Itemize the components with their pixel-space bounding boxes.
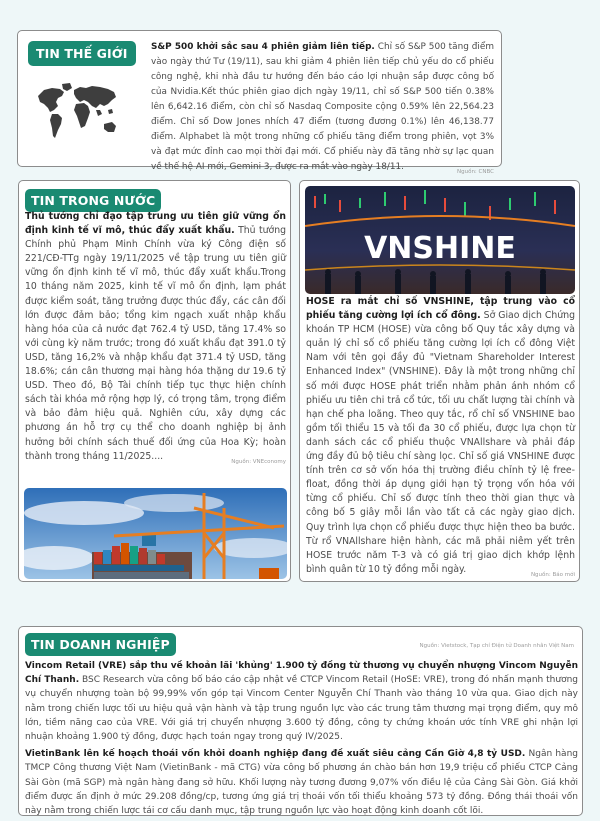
domestic-news-body: Thủ tướng Chính phủ Phạm Minh Chính vừa ký Công điện số 221/CĐ-TTg ngày 19/11/2025 về tập trung ưu tiên giữ vững ổn định kinh tế vĩ mô, thúc đẩy xuất khẩu.Trong 10 tháng năm 2025, kinh tế vĩ mô ổn định, lạm phát được kiểm soát, tăng trưởng được thúc đẩy, các cân đối lớn được đảm bảo; tổng kim ngạch xuất nhập khẩu hàng hóa của cả nước đạt 762.4 tỷ USD, tăng 17.4% so với cùng kỳ năm trước; trong đó xuất khẩu đạt 391.0 tỷ USD, tăng 16,2% và nhập khẩu đạt 371.4 tỷ USD, tăng 18.6%; cán cân thương mại hàng hóa thặng dư 19.6 tỷ USD. Theo đó, Bộ Tài chính tiếp tục thực hiện chính sách tài khóa mở rộng hợp lý, có trọng tâm, trọng điểm và bảo đảm hiệu quả. Nghiên cứu, xây dựng các phương án hỗ trợ cụ thể cho doanh nghiệp bị ảnh hưởng bởi chính sách thuế đối ứng của Hoa Kỳ; hoàn thành trong tháng 11/2025.... bbox=[25, 225, 286, 462]
domestic-news-text bbox=[25, 210, 286, 469]
world-news-left bbox=[28, 41, 128, 156]
business-news-headline: Vincom Retail (VRE) sắp thu về khoản lãi 'khủng' 1.900 tỷ đồng từ thương vụ chuyển nhượng Vincom Nguyễn Chí Thanh. bbox=[25, 661, 578, 686]
port-photo bbox=[24, 488, 287, 579]
business-news-item bbox=[25, 659, 578, 744]
vnshine-news-card bbox=[299, 180, 580, 582]
business-news-body: Ngân hàng TMCP Công thương Việt Nam (VietinBank - mã CTG) vừa công bố phương án chào bán hơn 19,9 triệu cổ phiếu CTCP Cảng Sài Gòn (mã SGP) mà ngân hàng đang sở hữu. Khối lượng này tương đương 9,07% vốn điều lệ của Cảng Sài Gòn. Giá khởi điểm được ấn định ở mức 29.208 đồng/cp, tương ứng giá trị thoái vốn tối thiểu khoảng 573 tỷ đồng. Đồng thái thoái vốn này nằm trong chiến lược tái cơ cấu danh mục, tập trung nguồn lực vào hoạt động kinh doanh cốt lõi. bbox=[25, 749, 578, 817]
section-tag-domestic: TIN TRONG NƯỚC bbox=[25, 189, 161, 212]
section-tag-world: TIN THẾ GIỚI bbox=[28, 41, 136, 66]
vnshine-banner-image bbox=[305, 186, 575, 294]
business-news-source: Nguồn: Vietstock, Tạp chí Điện tử Doanh nhân Việt Nam bbox=[419, 643, 574, 649]
world-news-source: Nguồn: CNBC bbox=[456, 169, 494, 175]
world-news-body: Chỉ số S&P 500 tăng điểm vào ngày thứ Tư (19/11), sau khi giảm 4 phiên liên tiếp chủ yếu do cổ phiếu công nghệ, khi nhà đầu tư hướng đến báo cáo lợi nhuận sắp được công bố của Nvidia.Kết thúc phiên giao dịch ngày 19/11, chỉ số S&P 500 tiến 0.38% lên 6,642.16 điểm, còn chỉ số Nasdaq Composite cộng 0.59% lên 22,564.23 điểm. Chỉ số Dow Jones nhích 47 điểm (tương đương 0.1%) lên 46,138.77 điểm. Alphabet là một trong những cổ phiếu tăng điểm trong phiên, vọt 3% và đạt mức đỉnh cao mọi thời đại mới. Cổ phiếu này đã tăng nhờ sự lạc quan về thế hệ AI mới, Gemini 3, được ra mắt vào ngày 18/11. bbox=[151, 42, 495, 172]
vnshine-news-source: Nguồn: Báo mới bbox=[530, 571, 575, 578]
business-news-body: BSC Research vừa công bố báo cáo cập nhật về CTCP Vincom Retail (HoSE: VRE), trong đó nhấn mạnh thương vụ chuyển nhượng toàn bộ 99,99% vốn góp tại Vincom Center Nguyễn Chí Thanh vào tháng 10 vừa qua. Giao dịch này nằm trong chiến lược tối ưu hiệu quả vận hành và tập trung nguồn lực vào các trung tâm thương mại trọng điểm, quy mô lớn, tiềm năng cao của VRE. Với giá trị chuyển nhượng 3.600 tỷ đồng, công ty chứng khoán ước tính VRE ghi nhận lợi nhuận khoảng 1.900 tỷ đồng, được hạch toán ngay trong quý IV/2025. bbox=[25, 675, 578, 743]
vnshine-banner-text: VNSHINE bbox=[364, 231, 516, 266]
business-news-headline: VietinBank lên kế hoạch thoái vốn khỏi doanh nghiệp đang đề xuất siêu cảng Cần Giờ 4,8 tỷ USD. bbox=[25, 749, 526, 760]
vnshine-news-article bbox=[306, 295, 575, 577]
vnshine-news-body: Sở Giao dịch Chứng khoán TP HCM (HOSE) vừa công bố Quy tắc xây dựng và quản lý chỉ số cổ phiếu tăng cường lợi ích cổ đông Việt Nam với tên gọi đầy đủ "Vietnam Shareholder Interest Enhanced Index" (VNSHINE). Đây là một trong những chỉ số mới được HOSE phát triển nhằm phản ánh nhóm cổ phiếu ưu tiên chi trả cổ tức, tối ưu chất lượng tài chính và hạn chế pha loãng. Theo quy tắc, rổ chỉ số VNSHINE bao gồm tối thiểu 15 và tối đa 30 cổ phiếu, được lựa chọn từ danh sách các cổ phiếu thuộc VNAllshare và phải đáp ứng đầy đủ bộ tiêu chí sàng lọc. Chỉ số giá VNSHINE được tính trên cơ sở vốn hóa thị trường điều chỉnh tỷ lệ free-float, đồng thời áp dụng giới hạn tỷ trọng vốn hóa với từng cổ phiếu. Chỉ số được tính theo thời gian thực và công bố 5 giây mỗi lần vào tất cả các ngày giao dịch. Quy trình lựa chọn cổ phiếu được thực hiện theo ba bước. Từ rổ VNAllshare hiện hành, các mã phải niêm yết trên HOSE trước năm T-3 và có giá trị giao dịch khớp lệnh bình quân từ 10 tỷ đồng mỗi ngày. bbox=[306, 310, 575, 575]
section-tag-business: TIN DOANH NGHIỆP bbox=[25, 633, 176, 656]
world-map-icon bbox=[34, 80, 122, 152]
vnshine-photo bbox=[305, 186, 575, 294]
domestic-news-headline: Thủ tướng chỉ đạo tập trung ưu tiên giữ vững ổn định kinh tế vĩ mô, thúc đẩy xuất khẩu. bbox=[25, 211, 286, 237]
world-news-article bbox=[151, 40, 494, 175]
domestic-news-source: Nguồn: VNEconomy bbox=[231, 458, 286, 465]
business-news-item bbox=[25, 747, 578, 818]
business-news-card bbox=[18, 626, 583, 816]
world-news-text bbox=[151, 40, 494, 180]
world-news-card bbox=[17, 30, 502, 175]
domestic-news-card bbox=[18, 180, 291, 582]
business-news-text bbox=[25, 659, 578, 821]
vnshine-news-text bbox=[306, 295, 575, 582]
vnshine-news-headline: HOSE ra mắt chỉ số VNSHINE, tập trung vào cổ phiếu tăng cường lợi ích cổ đông. bbox=[306, 296, 575, 322]
world-map-image bbox=[34, 80, 128, 156]
port-cranes-image bbox=[24, 488, 287, 579]
world-news-headline: S&P 500 khởi sắc sau 4 phiên giảm liên tiếp. bbox=[151, 42, 375, 52]
domestic-news-article bbox=[25, 210, 286, 464]
